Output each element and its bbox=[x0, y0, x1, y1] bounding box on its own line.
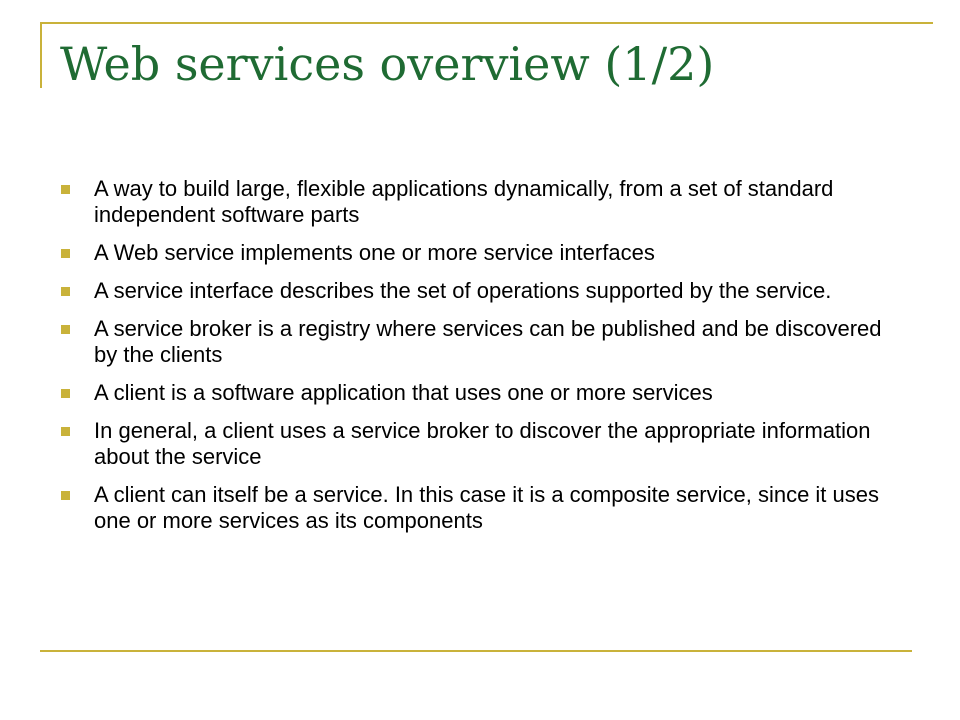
bullet-text: A way to build large, flexible applications dynamically, from a set of standard independent software parts bbox=[94, 176, 834, 227]
top-divider bbox=[40, 22, 933, 24]
bullet-item bbox=[60, 418, 900, 470]
bullet-item bbox=[60, 316, 900, 368]
bullet-text: A Web service implements one or more service interfaces bbox=[94, 240, 655, 265]
left-accent-bar bbox=[40, 22, 42, 88]
bottom-divider bbox=[40, 650, 912, 652]
slide-title: Web services overview (1/2) bbox=[60, 37, 715, 91]
bullet-text: A service broker is a registry where services can be published and be discovered by the clients bbox=[94, 316, 882, 367]
square-bullet-icon bbox=[61, 185, 70, 194]
bullet-item bbox=[60, 482, 900, 534]
square-bullet-icon bbox=[61, 287, 70, 296]
square-bullet-icon bbox=[61, 389, 70, 398]
bullet-item bbox=[60, 176, 900, 228]
square-bullet-icon bbox=[61, 427, 70, 436]
bullet-item bbox=[60, 278, 900, 304]
bullet-text: A client is a software application that uses one or more services bbox=[94, 380, 713, 405]
bullet-text: A client can itself be a service. In this case it is a composite service, since it uses one or more services as its components bbox=[94, 482, 880, 533]
bullet-text: A service interface describes the set of operations supported by the service. bbox=[94, 278, 832, 303]
square-bullet-icon bbox=[61, 249, 70, 258]
square-bullet-icon bbox=[61, 491, 70, 500]
square-bullet-icon bbox=[61, 325, 70, 334]
bullet-text: In general, a client uses a service broker to discover the appropriate information about the service bbox=[94, 418, 871, 469]
bullet-item bbox=[60, 240, 900, 266]
bullet-list bbox=[60, 176, 900, 546]
bullet-item bbox=[60, 380, 900, 406]
